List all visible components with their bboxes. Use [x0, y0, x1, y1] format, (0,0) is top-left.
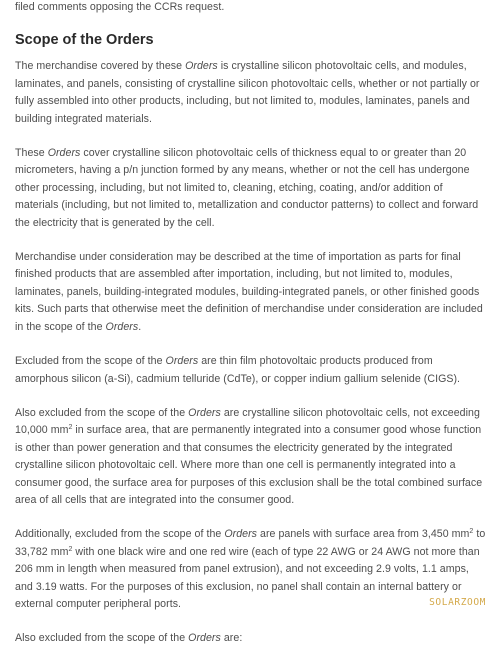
paragraph-parts-importation: Merchandise under consideration may be described at the time of importation as parts for final finished products that are assembled after importation, including, but not limited to, modules, laminates, panels, building-integrated modules, building-integrated panels, or other finished goods kits. Such parts that otherwise meet the definition of merchandise under consideration are included in the scope of the Orders. [15, 251, 483, 333]
orders-term: Orders [188, 406, 221, 419]
orders-term: Orders [105, 320, 139, 333]
intro-tail-paragraph [15, 0, 487, 16]
paragraph-cells-thickness: These Orders cover crystalline silicon photovoltaic cells of thickness equal to or greater than 20 micrometers, having a p/n junction formed by any means, whether or not the cell has undergone other processing, including, but not limited to, cleaning, etching, coating, and/or addition of materials (including, but not limited to, metallization and conductor patterns) to collect and forward the electricity that is generated by the cell. [15, 147, 479, 229]
orders-term: Orders [165, 355, 199, 368]
orders-term: Orders [224, 528, 258, 541]
paragraph-also-excluded: Also excluded from the scope of the Orders are: [15, 632, 243, 645]
section-heading: Scope of the Orders [15, 32, 154, 49]
article-body [15, 0, 487, 665]
intro-tail-text: filed comments opposing the CCRs request. [15, 1, 225, 13]
orders-term: Orders [47, 147, 81, 160]
paragraph-thin-film-exclusion: Excluded from the scope of the Orders are thin film photovoltaic products produced from amorphous silicon (a-Si), cadmium telluride (CdTe), or copper indium gallium selenide (CIGS). [15, 355, 461, 385]
paragraph-consumer-good-exclusion: Also excluded from the scope of the Orders are crystalline silicon photovoltaic cells, not exceeding 10,000 $mm^2$ in surface area, that are permanently integrated into a consumer good whose function is other than power generation and that consumes the electricity generated by the integrated crystalline silicon photovoltaic cell. Where more than one cell is permanently integrated into a consumer good, the surface area for purposes of this exclusion shall be the total combined surface area of all cells that are integrated into the consumer good. [15, 406, 483, 506]
orders-term: Orders [188, 632, 221, 645]
solarzoom-watermark: SOLARZOOM [429, 597, 486, 608]
paragraph-panel-exclusion: Additionally, excluded from the scope of the Orders are panels with surface area from 3,450 $mm^2$ to 33,782 $mm^2$ with one black wire and one red wire (each of type 22 AWG or 24 AWG not more than 206 mm in length when measured from panel extrusion), and not exceeding 2.9 volts, 1.1 amps, and 3.19 watts. For the purposes of this exclusion, no panel shall contain an internal battery or external computer peripheral ports. [15, 528, 486, 610]
paragraph-merchandise-covered: The merchandise covered by these Orders is crystalline silicon photovoltaic cells, and modules, laminates, and panels, consisting of crystalline silicon photovoltaic cells, whether or not partially or fully assembled into other products, including, but not limited to, modules, laminates, panels and building integrated materials. [15, 60, 480, 125]
orders-term: Orders [185, 60, 218, 73]
